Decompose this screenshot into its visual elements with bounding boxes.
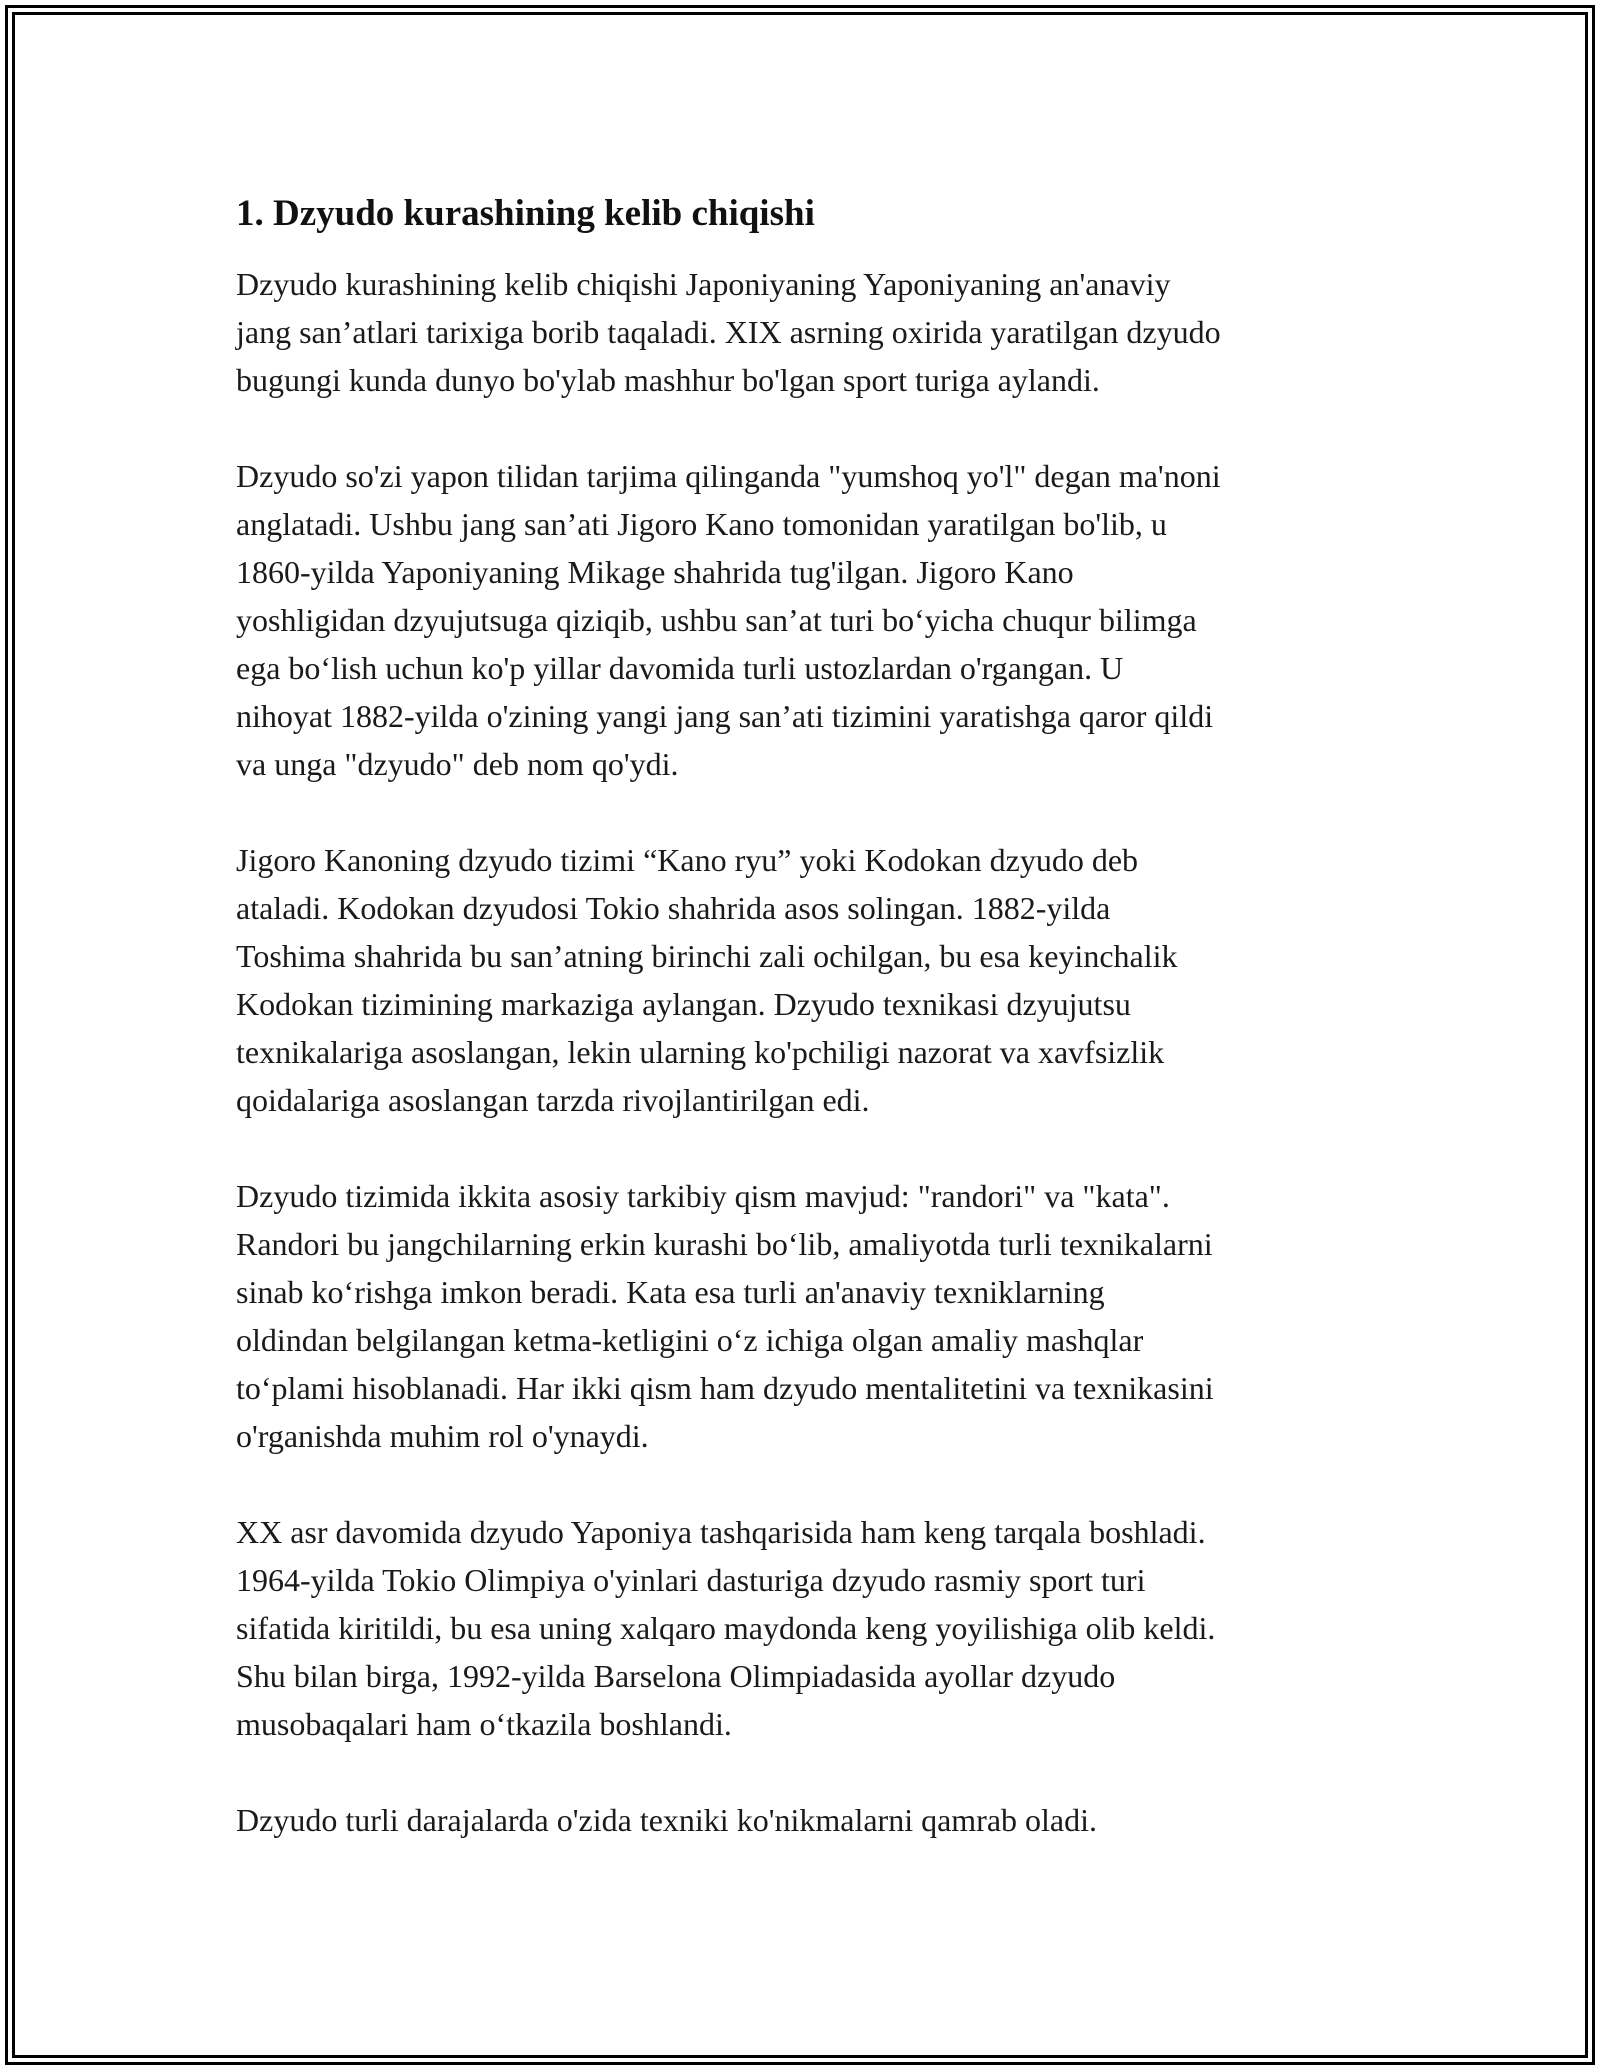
- text-line: oldindan belgilangan ketma-ketligini o‘z ichiga olgan amaliy mashqlar: [236, 1322, 1144, 1358]
- text-line: 1860-yilda Yaponiyaning Mikage shahrida tug'ilgan. Jigoro Kano: [236, 554, 1074, 590]
- text-line: sifatida kiritildi, bu esa uning xalqaro maydonda keng yoyilishiga olib keldi.: [236, 1610, 1216, 1646]
- paragraph-levels: [236, 1796, 1376, 1844]
- text-line: to‘plami hisoblanadi. Har ikki qism ham dzyudo mentalitetini va texnikasini: [236, 1370, 1214, 1406]
- section-heading: 1. Dzyudo kurashining kelib chiqishi: [236, 193, 815, 234]
- paragraph-components: [236, 1172, 1376, 1460]
- paragraph-meaning: [236, 452, 1376, 788]
- text-line: bugungi kunda dunyo bo'ylab mashhur bo'lgan sport turiga aylandi.: [236, 362, 1100, 398]
- text-line: Dzyudo turli darajalarda o'zida texniki ko'nikmalarni qamrab oladi.: [236, 1802, 1098, 1838]
- paragraph-kodokan: [236, 836, 1376, 1124]
- text-line: o'rganishda muhim rol o'ynaydi.: [236, 1418, 649, 1454]
- text-line: Shu bilan birga, 1992-yilda Barselona Olimpiadasida ayollar dzyudo: [236, 1658, 1116, 1694]
- text-line: 1964-yilda Tokio Olimpiya o'yinlari dasturiga dzyudo rasmiy sport turi: [236, 1562, 1146, 1598]
- document-body: [236, 190, 1376, 1892]
- text-line: Toshima shahrida bu san’atning birinchi zali ochilgan, bu esa keyinchalik: [236, 938, 1178, 974]
- text-line: Dzyudo tizimida ikkita asosiy tarkibiy qism mavjud: "randori" va "kata".: [236, 1178, 1170, 1214]
- text-line: jang san’atlari tarixiga borib taqaladi. XIX asrning oxirida yaratilgan dzyudo: [236, 314, 1221, 350]
- text-line: musobaqalari ham o‘tkazila boshlandi.: [236, 1706, 732, 1742]
- text-line: nihoyat 1882-yilda o'zining yangi jang san’ati tizimini yaratishga qaror qildi: [236, 698, 1214, 734]
- paragraph-olympics: [236, 1508, 1376, 1748]
- text-line: Randori bu jangchilarning erkin kurashi bo‘lib, amaliyotda turli texnikalarni: [236, 1226, 1213, 1262]
- text-line: ataladi. Kodokan dzyudosi Tokio shahrida asos solingan. 1882-yilda: [236, 890, 1111, 926]
- text-line: Jigoro Kanoning dzyudo tizimi “Kano ryu” yoki Kodokan dzyudo deb: [236, 842, 1139, 878]
- text-line: anglatadi. Ushbu jang san’ati Jigoro Kano tomonidan yaratilgan bo'lib, u: [236, 506, 1167, 542]
- text-line: sinab ko‘rishga imkon beradi. Kata esa turli an'anaviy texniklarning: [236, 1274, 1105, 1310]
- text-line: texnikalariga asoslangan, lekin ularning ko'pchiligi nazorat va xavfsizlik: [236, 1034, 1165, 1070]
- text-line: qoidalariga asoslangan tarzda rivojlantirilgan edi.: [236, 1082, 870, 1118]
- text-line: ega bo‘lish uchun ko'p yillar davomida turli ustozlardan o'rgangan. U: [236, 650, 1124, 686]
- text-line: Kodokan tizimining markaziga aylangan. Dzyudo texnikasi dzyujutsu: [236, 986, 1131, 1022]
- text-line: XX asr davomida dzyudo Yaponiya tashqarisida ham keng tarqala boshladi.: [236, 1514, 1206, 1550]
- text-line: va unga "dzyudo" deb nom qo'ydi.: [236, 746, 679, 782]
- text-line: Dzyudo kurashining kelib chiqishi Japoniyaning Yaponiyaning an'anaviy: [236, 266, 1171, 302]
- text-line: yoshligidan dzyujutsuga qiziqib, ushbu san’at turi bo‘yicha chuqur bilimga: [236, 602, 1197, 638]
- text-line: Dzyudo so'zi yapon tilidan tarjima qilinganda "yumshoq yo'l" degan ma'noni: [236, 458, 1221, 494]
- paragraph-origin: [236, 260, 1376, 404]
